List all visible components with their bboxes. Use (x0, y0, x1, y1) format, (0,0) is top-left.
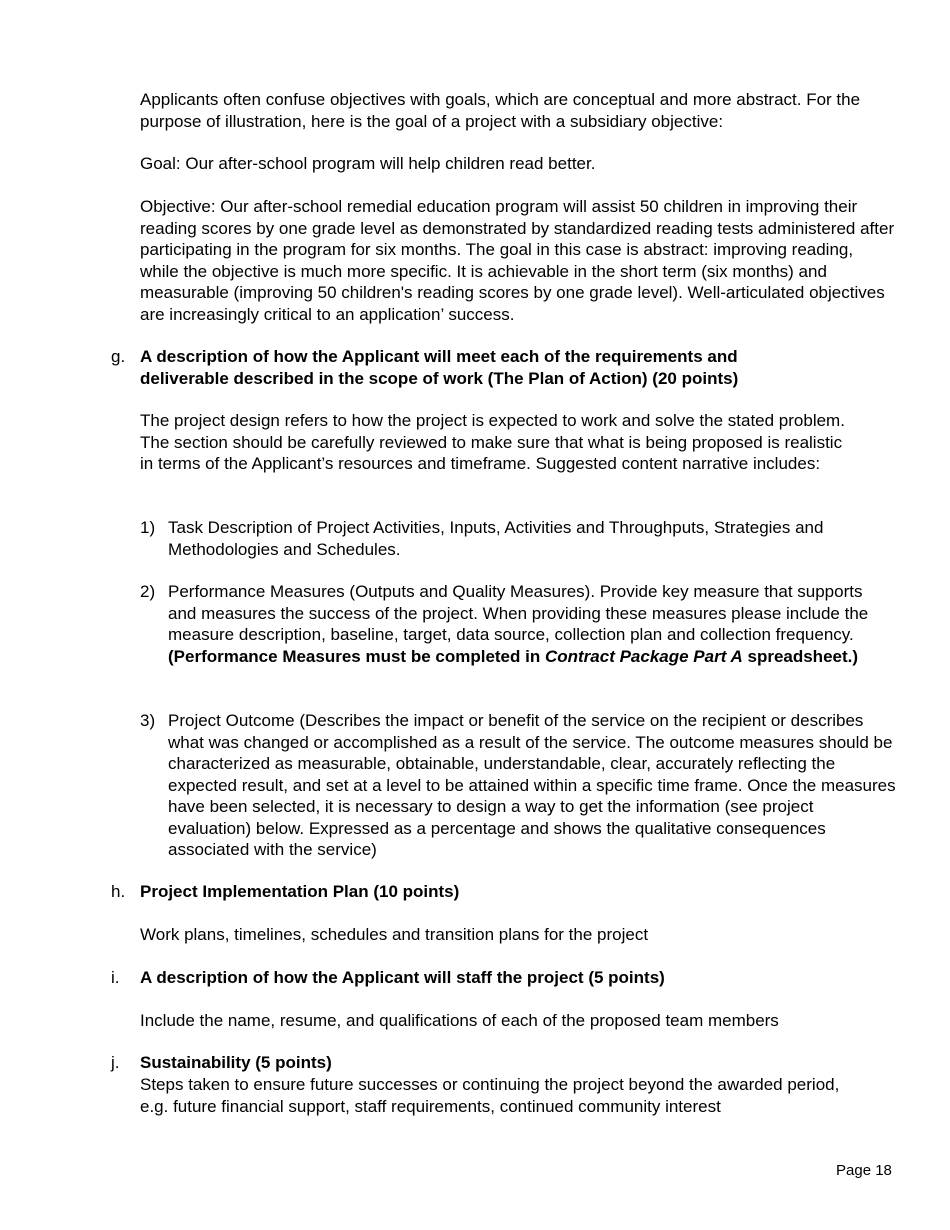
section-h-heading: Project Implementation Plan (10 points) (140, 882, 460, 901)
item-2-bold-italic-note: Contract Package Part A (544, 646, 743, 666)
section-g-heading: A description of how the Applicant will meet each of the requirements and deliverable described in the scope of work (The Plan of Action) (20 points) (140, 347, 739, 388)
section-i-heading: A description of how the Applicant will staff the project (5 points) (140, 968, 665, 987)
intro-paragraph: Applicants often confuse objectives with goals, which are conceptual and more abstract. For the purpose of illustration, here is the goal of a project with a subsidiary objective: (140, 90, 861, 131)
item-2-text (168, 581, 880, 667)
section-g-marker: g. (111, 347, 126, 366)
item-2-bold-note-end: spreadsheet.) (747, 646, 859, 666)
section-h-paragraph: Work plans, timelines, schedules and transition plans for the project (140, 925, 649, 944)
section-j-marker: j. (111, 1053, 120, 1072)
section-h-marker: h. (111, 882, 126, 901)
section-j-heading: Sustainability (5 points) (140, 1053, 332, 1072)
item-1-text: Task Description of Project Activities, Inputs, Activities and Throughputs, Strategies and Methodologies and Schedules. (168, 518, 824, 559)
section-i-paragraph: Include the name, resume, and qualifications of each of the proposed team members (140, 1011, 779, 1030)
item-2-body: Performance Measures (Outputs and Quality Measures). Provide key measure that supports and measures the success of the project. When providing these measures please include the measure description, baseline, target, data source, collection plan and collection frequency. (168, 582, 869, 644)
section-j-paragraph: Steps taken to ensure future successes or continuing the project beyond the awarded period, e.g. future financial support, staff requirements, continued community interest (140, 1075, 840, 1116)
item-3-text: Project Outcome (Describes the impact or benefit of the service on the recipient or describes what was changed or accomplished as a result of the service. The outcome measures should be characterized as measurable, obtainable, understandable, clear, accurately reflecting the expected result, and set at a level to be attained within a specific time frame. Once the measures have been selected, it is necessary to design a way to get the information (see project evaluation) below. Expressed as a percentage and shows the qualitative consequences associated with the service) (168, 711, 896, 859)
item-2-bold-note-start: (Performance Measures must be completed in (168, 646, 541, 666)
item-1-number: 1) (140, 518, 156, 537)
item-3-number: 3) (140, 711, 156, 730)
item-2-number: 2) (140, 582, 156, 601)
section-i-marker: i. (111, 968, 120, 987)
section-g-paragraph: The project design refers to how the project is expected to work and solve the stated problem. The section should be carefully reviewed to make sure that what is being proposed is realistic in terms of the Applicant’s resources and timeframe. Suggested content narrative includes: (140, 411, 845, 473)
objective-statement: Objective: Our after-school remedial education program will assist 50 children in improving their reading scores by one grade level as demonstrated by standardized reading tests administered after participating in the program for six months. The goal in this case is abstract: improving reading, while the objective is much more specific. It is achievable in the short term (six months) and measurable (improving 50 children's reading scores by one grade level). Well-articulated objectives are increasingly critical to an application’ success. (140, 197, 895, 324)
page-number: Page 18 (836, 1162, 892, 1179)
goal-statement: Goal: Our after-school program will help children read better. (140, 154, 596, 173)
